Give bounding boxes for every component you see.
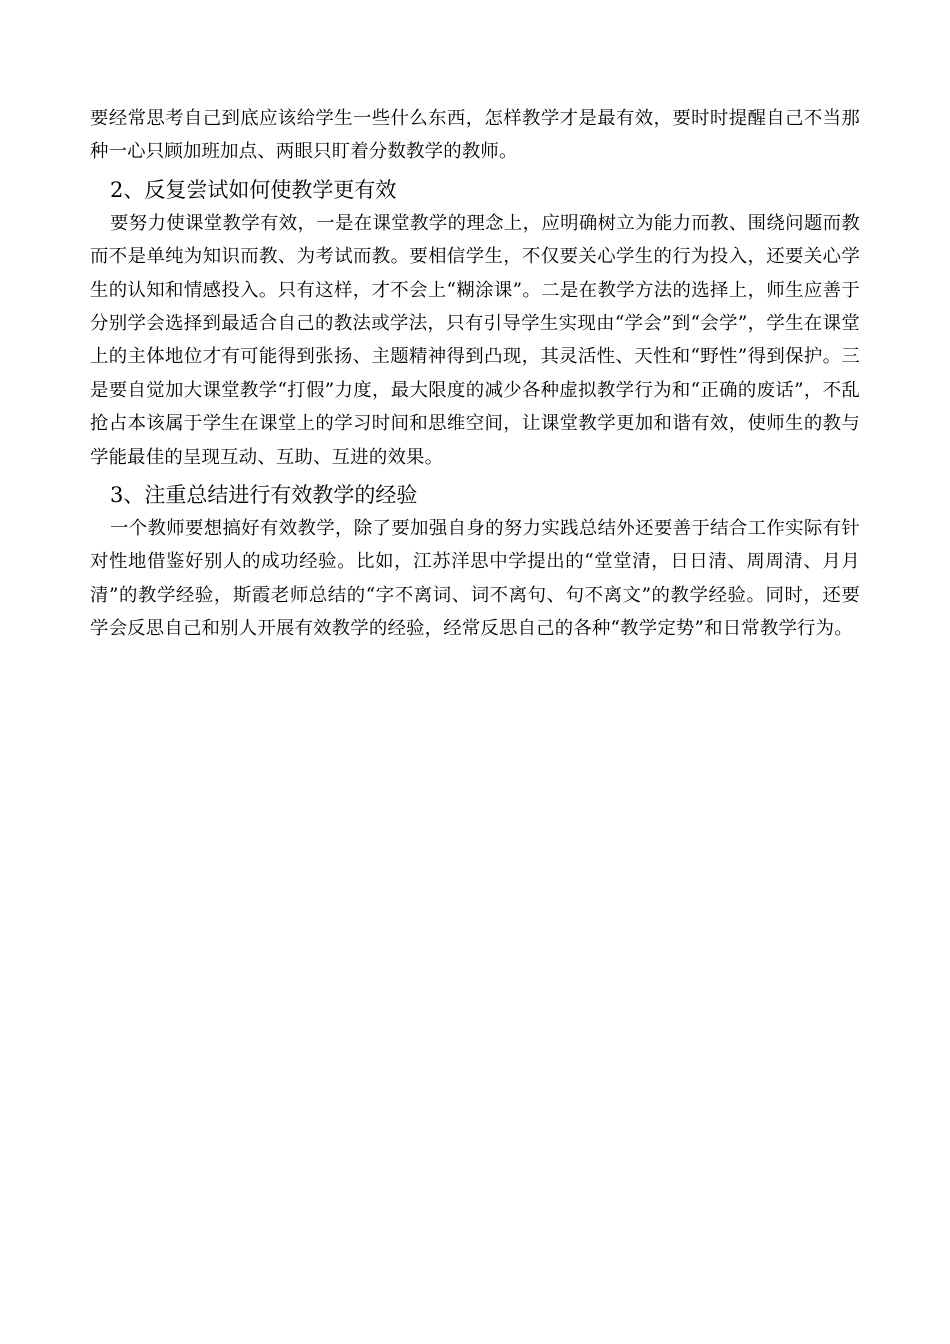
document-page [90, 102, 860, 646]
section-3-paragraph: 一个教师要想搞好有效教学，除了要加强自身的努力实践总结外还要善于结合工作实际有针对性地借鉴好别人的成功经验。比如，江苏洋思中学提出的“堂堂清，日日清、周周清、月月清”的教学经验，斯霞老师总结的“字不离词、词不离句、句不离文”的教学经验。同时，还要学会反思自己和别人开展有效教学的经验，经常反思自己的各种“教学定势”和日常教学行为。 [90, 518, 860, 640]
intro-paragraph: 要经常思考自己到底应该给学生一些什么东西，怎样教学才是最有效，要时时提醒自己不当那种一心只顾加班加点、两眼只盯着分数教学的教师。 [90, 108, 860, 163]
section-2-heading: 2、反复尝试如何使教学更有效 [110, 177, 397, 202]
section-3-heading: 3、注重总结进行有效教学的经验 [110, 483, 418, 508]
section-2-paragraph: 要努力使课堂教学有效，一是在课堂教学的理念上，应明确树立为能力而教、围绕问题而教而不是单纯为知识而教、为考试而教。要相信学生，不仅要关心学生的行为投入，还要关心学生的认知和情感投入。只有这样，才不会上“糊涂课”。二是在教学方法的选择上，师生应善于分别学会选择到最适合自己的教法或学法，只有引导学生实现由“学会”到“会学”，学生在课堂上的主体地位才有可能得到张扬、主题精神得到凸现，其灵活性、天性和“野性”得到保护。三是要自觉加大课堂教学“打假”力度，最大限度的减少各种虚拟教学行为和“正确的废话”，不乱抢占本该属于学生在课堂上的学习时间和思维空间，让课堂教学更加和谐有效，使师生的教与学能最佳的呈现互动、互助、互进的效果。 [90, 212, 860, 468]
